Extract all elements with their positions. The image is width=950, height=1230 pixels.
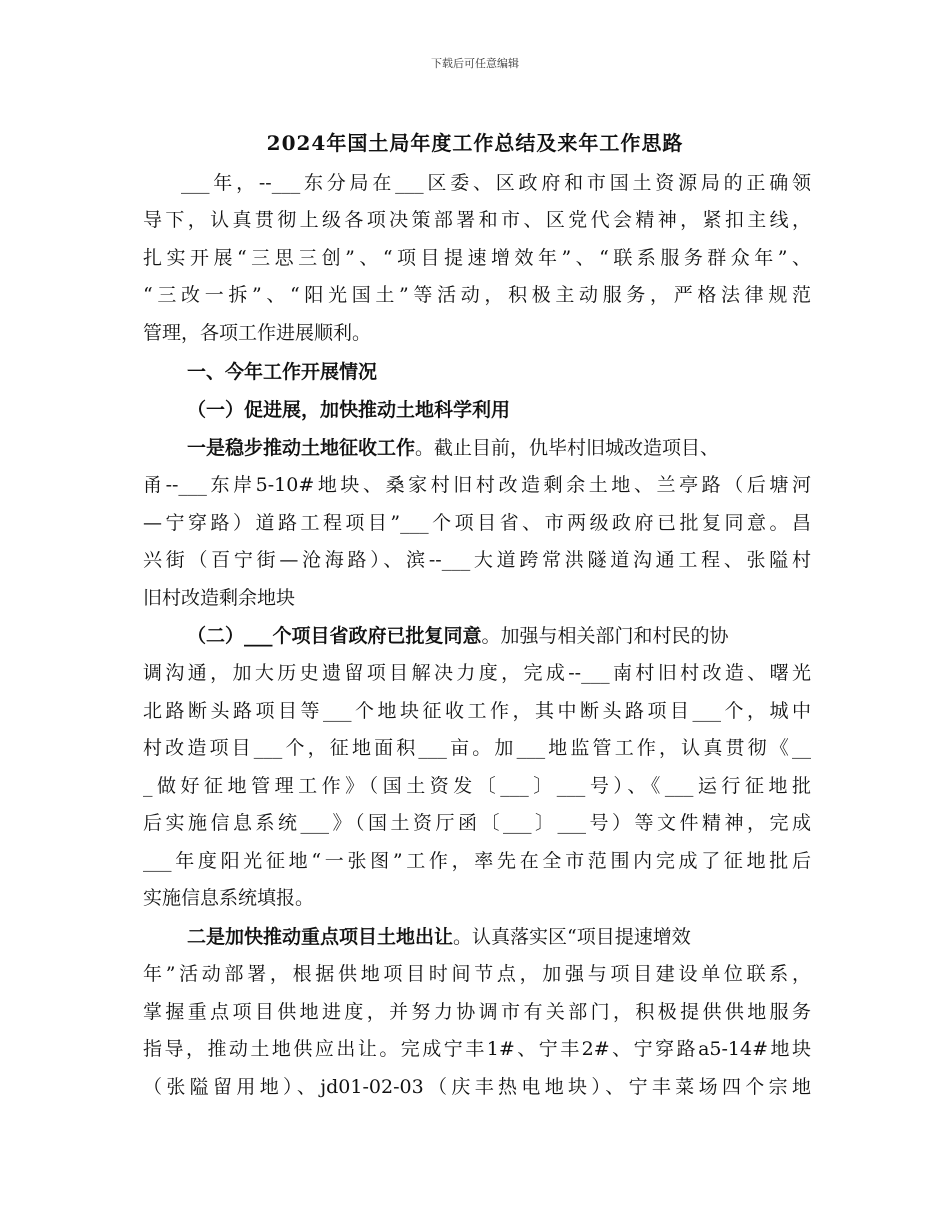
lead-phrase: （二）___个项目省政府已批复同意 <box>187 625 482 647</box>
line-text: 村改造项目___个，征地面积___亩。加___地监管工作，认真贯彻《__ <box>143 737 811 759</box>
paragraph-line <box>187 920 811 954</box>
paragraph-line <box>143 203 811 237</box>
line-text: 。加强与相关部门和村民的协 <box>481 625 729 647</box>
page-header-note: 下载后可任意编辑 <box>431 57 519 70</box>
lead-phrase: 二是加快推动重点项目土地出让 <box>187 926 454 948</box>
line-text: 北路断头路项目等___个地块征收工作，其中断头路项目___个，城中 <box>143 700 811 722</box>
line-text: 导下，认真贯彻上级各项决策部署和市、区党代会精神，紧扣主线， <box>143 209 811 231</box>
line-text: 。认真落实区“项目提速增效 <box>453 926 691 948</box>
line-text: 管理，各项工作进展顺利。 <box>143 322 372 344</box>
line-text: 兴街（百宁街—沧海路）、滨--___大道跨常洪隧道沟通工程、张隘村 <box>143 549 811 571</box>
paragraph-line <box>143 769 811 803</box>
document-title: 2024年国土局年度工作总结及来年工作思路 <box>266 131 684 155</box>
paragraph-line <box>143 731 811 765</box>
paragraph-line <box>143 656 811 690</box>
paragraph-line <box>143 881 811 915</box>
line-text: 年”活动部署，根据供地项目时间节点，加强与项目建设单位联系， <box>143 963 811 985</box>
line-text: —宁穿路）道路工程项目”___个项目省、市两级政府已批复同意。昌 <box>143 512 811 534</box>
paragraph-line <box>143 1070 811 1104</box>
line-text: 甬--___东岸5-10#地块、桑家村旧村改造剩余土地、兰亭路（后塘河 <box>143 474 811 496</box>
line-text: _做好征地管理工作》（国土资发〔___〕___号）、《___运行征地批 <box>143 775 811 797</box>
line-text: ___年度阳光征地“一张图”工作，率先在全市范围内完成了征地批后 <box>143 850 811 872</box>
paragraph-line <box>143 241 811 275</box>
paragraph-line <box>143 995 811 1029</box>
paragraph-line <box>143 844 811 878</box>
paragraph-line <box>143 581 811 615</box>
line-text: 旧村改造剩余地块 <box>143 587 296 609</box>
paragraph-line <box>143 806 811 840</box>
line-text: 掌握重点项目供地进度，并努力协调市有关部门，积极提供供地服务 <box>143 1001 811 1023</box>
paragraph-line <box>187 619 811 653</box>
paragraph-line <box>143 506 811 540</box>
section-heading <box>187 355 811 389</box>
heading-text: 一、今年工作开展情况 <box>187 361 378 383</box>
line-text: 。截止目前，仇毕村旧城改造项目、 <box>415 437 720 459</box>
line-text: “三改一拆”、“阳光国土”等活动，积极主动服务，严格法律规范 <box>143 284 811 306</box>
paragraph-line <box>143 166 811 200</box>
line-text: 后实施信息系统___》（国土资厅函〔___〕___号）等文件精神，完成 <box>143 812 811 834</box>
paragraph-line <box>143 468 811 502</box>
paragraph-line <box>143 543 811 577</box>
line-text: 实施信息系统填报。 <box>143 887 315 909</box>
paragraph-line <box>143 278 811 312</box>
paragraph-line <box>143 694 811 728</box>
lead-phrase: 一是稳步推动土地征收工作 <box>187 437 416 459</box>
paragraph-line <box>143 957 811 991</box>
line-text: ___年，--___东分局在___区委、区政府和市国土资源局的正确领 <box>181 172 811 194</box>
paragraph-line <box>143 1032 811 1066</box>
paragraph-line <box>143 316 811 350</box>
paragraph-line <box>187 431 811 465</box>
line-text: 扎实开展“三思三创”、“项目提速增效年”、“联系服务群众年”、 <box>143 247 811 269</box>
subsection-heading <box>187 393 811 427</box>
line-text: 调沟通，加大历史遗留项目解决力度，完成--___南村旧村改造、曙光 <box>143 662 811 684</box>
line-text: （张隘留用地）、jd01-02-03（庆丰热电地块）、宁丰菜场四个宗地 <box>143 1076 811 1098</box>
heading-text: （一）促进展，加快推动土地科学利用 <box>187 399 511 421</box>
line-text: 指导，推动土地供应出让。完成宁丰1#、宁丰2#、宁穿路a5-14#地块 <box>143 1038 811 1060</box>
